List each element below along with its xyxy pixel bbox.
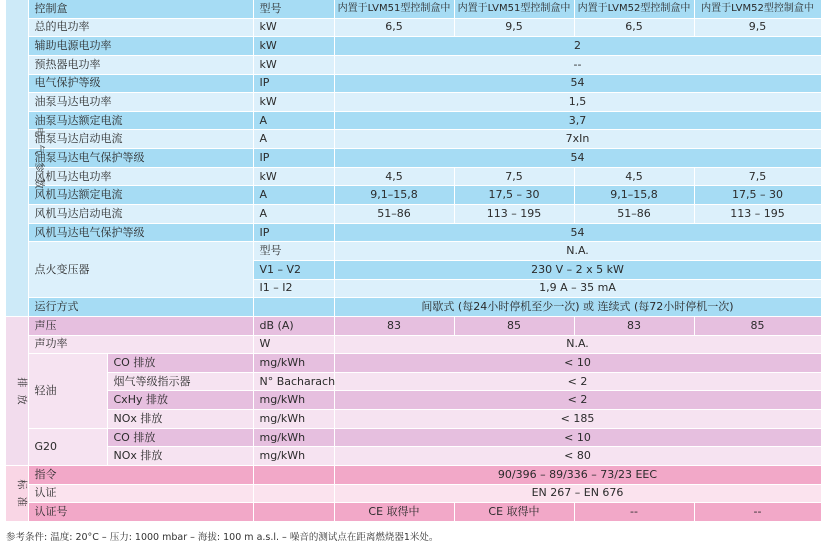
cell-value: 7xIn [334, 130, 821, 149]
cell-value: N.A. [334, 242, 821, 261]
row-label: NOx 排放 [107, 447, 253, 466]
table-row [6, 55, 821, 74]
cell-value: -- [334, 55, 821, 74]
row-unit [253, 484, 334, 503]
row-unit: mg/kWh [253, 391, 334, 410]
cell-value: -- [574, 503, 694, 522]
cell-value: < 2 [334, 391, 821, 410]
footnote: 参考条件: 温度: 20°C – 压力: 1000 mbar – 海拔: 100 m a.s.l. – 噪音的测试点在距离燃烧器1米处。 [6, 532, 439, 543]
cell-value: N.A. [334, 335, 821, 354]
section-electrical: 电 气 参 数 [6, 0, 28, 316]
table-row [6, 466, 821, 485]
cell-value: 54 [334, 74, 821, 93]
table-row [6, 503, 821, 522]
header-col: 内置于LVM52型控制盒中 [574, 0, 694, 18]
row-unit: A [253, 130, 334, 149]
table-row [6, 74, 821, 93]
cell-value: 9,1–15,8 [574, 186, 694, 205]
row-label: 预热器电功率 [28, 55, 253, 74]
cell-value: 4,5 [334, 167, 454, 186]
table-row [6, 186, 821, 205]
row-unit: kW [253, 93, 334, 112]
table-row [6, 484, 821, 503]
table-row [6, 428, 821, 447]
group-light-oil: 轻油 [28, 354, 107, 429]
cell-value: 54 [334, 223, 821, 242]
row-unit: mg/kWh [253, 410, 334, 429]
cell-value: 17,5 – 30 [694, 186, 821, 205]
cell-value: 1,9 A – 35 mA [334, 279, 821, 298]
row-label-ignition: 点火变压器 [28, 242, 253, 298]
row-label: CO 排放 [107, 354, 253, 373]
row-label: 指令 [28, 466, 253, 485]
table-row [6, 354, 821, 373]
row-label: 电气保护等级 [28, 74, 253, 93]
row-unit [253, 466, 334, 485]
cell-value: 6,5 [574, 18, 694, 37]
cell-value: CE 取得中 [334, 503, 454, 522]
row-label: 油泵马达启动电流 [28, 130, 253, 149]
cell-value: < 10 [334, 354, 821, 373]
cell-value: 83 [574, 316, 694, 335]
row-label: CO 排放 [107, 428, 253, 447]
cell-value: 83 [334, 316, 454, 335]
header-row [6, 0, 821, 18]
table-row [6, 410, 821, 429]
cell-value: 113 – 195 [694, 205, 821, 224]
table-row [6, 447, 821, 466]
row-unit: mg/kWh [253, 354, 334, 373]
table-row [6, 37, 821, 56]
cell-value: 85 [454, 316, 574, 335]
table-row [6, 223, 821, 242]
row-label: 风机马达电气保护等级 [28, 223, 253, 242]
table-row [6, 167, 821, 186]
row-unit: kW [253, 167, 334, 186]
cell-value: 4,5 [574, 167, 694, 186]
cell-value: 51–86 [574, 205, 694, 224]
cell-value: EN 267 – EN 676 [334, 484, 821, 503]
row-label: 烟气等级指示器 [107, 372, 253, 391]
table-row [6, 298, 821, 317]
header-col: 内置于LVM51型控制盒中 [334, 0, 454, 18]
cell-value: 9,5 [694, 18, 821, 37]
cell-value: 9,5 [454, 18, 574, 37]
row-label: 辅助电源电功率 [28, 37, 253, 56]
row-unit: IP [253, 149, 334, 168]
row-label: 认证号 [28, 503, 253, 522]
row-unit: kW [253, 18, 334, 37]
row-unit: kW [253, 55, 334, 74]
cell-value: 间歇式 (每24小时停机至少一次) 或 连续式 (每72小时停机一次) [334, 298, 821, 317]
cell-value: 6,5 [334, 18, 454, 37]
row-unit: mg/kWh [253, 447, 334, 466]
table-row [6, 93, 821, 112]
header-col: 内置于LVM51型控制盒中 [454, 0, 574, 18]
row-label: 运行方式 [28, 298, 253, 317]
table-row [6, 316, 821, 335]
row-unit: I1 – I2 [253, 279, 334, 298]
header-col: 内置于LVM52型控制盒中 [694, 0, 821, 18]
cell-value: 7,5 [694, 167, 821, 186]
row-unit: A [253, 205, 334, 224]
section-standard: 标 准 [6, 466, 28, 522]
cell-value: 7,5 [454, 167, 574, 186]
group-g20: G20 [28, 428, 107, 465]
table-row [6, 242, 821, 261]
table-row [6, 111, 821, 130]
row-label: 油泵马达电气保护等级 [28, 149, 253, 168]
table-row [6, 18, 821, 37]
cell-value: 17,5 – 30 [454, 186, 574, 205]
section-emission: 排 放 [6, 316, 28, 465]
spec-table [6, 0, 822, 522]
cell-value: < 185 [334, 410, 821, 429]
cell-value: 1,5 [334, 93, 821, 112]
row-unit: dB (A) [253, 316, 334, 335]
row-unit: mg/kWh [253, 428, 334, 447]
row-label: 声功率 [28, 335, 253, 354]
row-label: 风机马达电功率 [28, 167, 253, 186]
cell-value: 9,1–15,8 [334, 186, 454, 205]
cell-value: 230 V – 2 x 5 kW [334, 260, 821, 279]
cell-value: 3,7 [334, 111, 821, 130]
cell-value: -- [694, 503, 821, 522]
table-row [6, 391, 821, 410]
table-row [6, 372, 821, 391]
cell-value: 113 – 195 [454, 205, 574, 224]
row-unit: V1 – V2 [253, 260, 334, 279]
row-unit: W [253, 335, 334, 354]
row-unit: N° Bacharach [253, 372, 334, 391]
row-unit [253, 503, 334, 522]
row-unit [253, 298, 334, 317]
table-row [6, 205, 821, 224]
table-row [6, 130, 821, 149]
row-label: 认证 [28, 484, 253, 503]
row-label: 油泵马达电功率 [28, 93, 253, 112]
cell-value: 85 [694, 316, 821, 335]
row-unit: A [253, 186, 334, 205]
cell-value: < 2 [334, 372, 821, 391]
cell-value: 2 [334, 37, 821, 56]
row-unit: A [253, 111, 334, 130]
table-row [6, 149, 821, 168]
row-unit: IP [253, 223, 334, 242]
cell-value: CE 取得中 [454, 503, 574, 522]
row-unit: kW [253, 37, 334, 56]
cell-value: 54 [334, 149, 821, 168]
row-unit: 型号 [253, 242, 334, 261]
row-label: 风机马达启动电流 [28, 205, 253, 224]
cell-value: 51–86 [334, 205, 454, 224]
row-label: NOx 排放 [107, 410, 253, 429]
row-label: CxHy 排放 [107, 391, 253, 410]
row-label: 油泵马达额定电流 [28, 111, 253, 130]
table-row [6, 335, 821, 354]
cell-value: < 80 [334, 447, 821, 466]
header-param: 控制盒 [28, 0, 253, 18]
row-label: 总的电功率 [28, 18, 253, 37]
row-unit: IP [253, 74, 334, 93]
row-label: 声压 [28, 316, 253, 335]
cell-value: < 10 [334, 428, 821, 447]
header-unit: 型号 [253, 0, 334, 18]
row-label: 风机马达额定电流 [28, 186, 253, 205]
cell-value: 90/396 – 89/336 – 73/23 EEC [334, 466, 821, 485]
